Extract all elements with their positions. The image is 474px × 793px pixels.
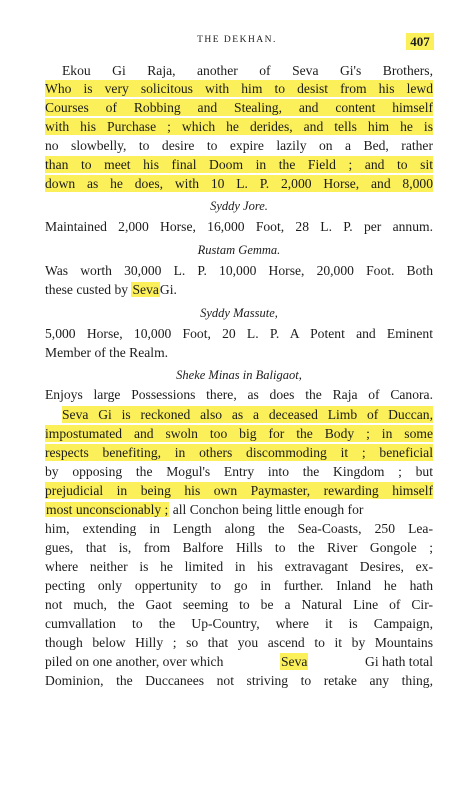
text-line: him, extending in Length along the Sea-Coasts, 250 Lea- bbox=[45, 521, 433, 536]
text-line: pecting only oppertunity to go in further. Inland he hath bbox=[45, 578, 433, 593]
text-line: Dominion, the Duccanees not striving to retake any thing, bbox=[45, 673, 433, 688]
highlighted-phrase: most unconscionably ; bbox=[46, 502, 169, 517]
text-span: Gi. bbox=[159, 282, 177, 297]
text-line-highlighted: Courses of Robbing and Stealing, and content himself bbox=[45, 100, 433, 115]
text-line: no slowbelly, to desire to expire lazily on a Bed, rather bbox=[45, 138, 433, 153]
text-line: not much, the Gaot seeming to be a Natural Line of Cir- bbox=[45, 597, 433, 612]
text-line: Enjoys large Possessions there, as does the Raja of Canora. bbox=[45, 387, 433, 402]
section-heading: Syddy Jore. bbox=[210, 199, 268, 213]
text-line-highlighted: than to meet his final Doom in the Field ; and to sit bbox=[45, 157, 433, 172]
text-line-highlighted: with his Purchase ; which he derides, and tells him he is bbox=[45, 119, 433, 134]
text-line: 5,000 Horse, 10,000 Foot, 20 L. P. A Potent and Eminent bbox=[45, 326, 433, 341]
text-span: piled on one another, over which bbox=[45, 654, 224, 669]
text-line: gues, that is, from Balfore Hills to the River Gongole ; bbox=[45, 540, 433, 555]
text-line bbox=[45, 653, 433, 670]
text-span: all Conchon being little enough for bbox=[172, 502, 364, 517]
text-line-highlighted: Seva Gi is reckoned also as a deceased Limb of Duccan, bbox=[62, 407, 433, 422]
text-span: these custed by bbox=[45, 282, 129, 297]
text-line: Ekou Gi Raja, another of Seva Gi's Brothers, bbox=[62, 63, 433, 78]
running-head: THE DEKHAN. bbox=[197, 35, 277, 45]
text-line-highlighted: down as he does, with 10 L. P. 2,000 Horse, and 8,000 bbox=[45, 176, 433, 191]
highlighted-word: Seva bbox=[132, 282, 159, 297]
page-header bbox=[0, 33, 474, 51]
text-line: where neither is he limited in his extravagant Desires, ex- bbox=[45, 559, 433, 574]
section-heading: Sheke Minas in Baligaot, bbox=[176, 368, 302, 382]
section-heading: Rustam Gemma. bbox=[197, 243, 281, 257]
text-line: Maintained 2,000 Horse, 16,000 Foot, 28 L. P. per annum. bbox=[45, 219, 433, 234]
text-span: Gi hath total bbox=[365, 654, 433, 669]
text-line: Member of the Realm. bbox=[45, 345, 169, 360]
page-number: 407 bbox=[406, 33, 434, 50]
text-line-highlighted: prejudicial in being his own Paymaster, rewarding himself bbox=[45, 483, 433, 498]
text-line: though below Hilly ; so that you ascend to it by Mountains bbox=[45, 635, 433, 650]
text-line: Was worth 30,000 L. P. 10,000 Horse, 20,000 Foot. Both bbox=[45, 263, 433, 278]
section-heading: Syddy Massute, bbox=[200, 306, 278, 320]
text-line bbox=[45, 501, 363, 518]
highlighted-word: Seva bbox=[280, 654, 308, 669]
text-line: cumvallation to the Up-Country, where it is Campaign, bbox=[45, 616, 433, 631]
text-line-highlighted: impostumated and swoln too big for the Body ; in some bbox=[45, 426, 433, 441]
text-line-highlighted: Who is very solicitous with him to desist from his lewd bbox=[45, 81, 433, 96]
text-line bbox=[45, 281, 177, 298]
text-line: by opposing the Mogul's Entry into the Kingdom ; but bbox=[45, 464, 433, 479]
text-line-highlighted: respects benefiting, in others discommoding it ; beneficial bbox=[45, 445, 433, 460]
